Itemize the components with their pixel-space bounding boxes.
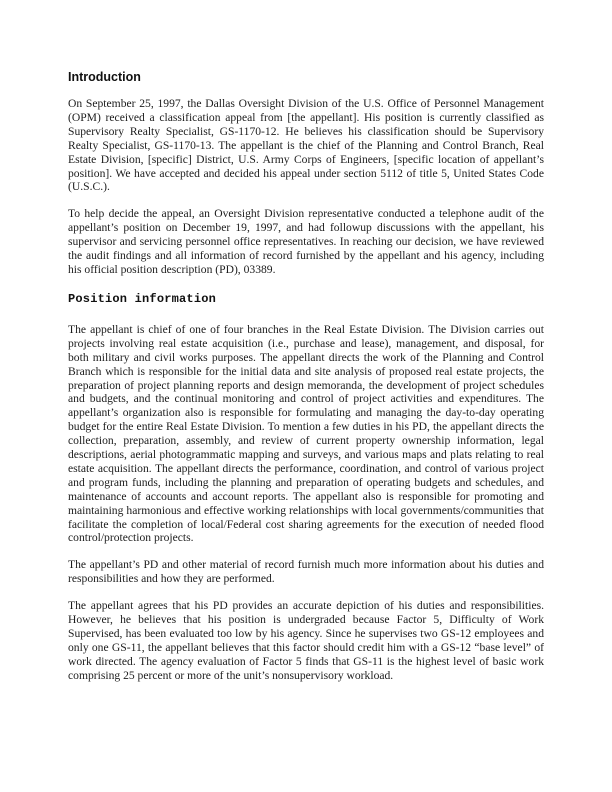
paragraph: To help decide the appeal, an Oversight Division representative conducted a telephone audit of the appellant’s position on December 19, 1997, and had followup discussions with the appellant, his supervisor and servicing personnel office representatives. In reaching our decision, we have reviewed the audit findings and all information of record furnished by the appellant and his agency, including his official position description (PD), 03389. [68, 207, 544, 276]
paragraph: The appellant’s PD and other material of record furnish much more information about his duties and responsibilities and how they are performed. [68, 558, 544, 586]
section-heading-introduction: Introduction [68, 70, 141, 84]
paragraph: The appellant agrees that his PD provides an accurate depiction of his duties and responsibilities. However, he believes that his position is undergraded because Factor 5, Difficulty of Work Supervised, has been evaluated too low by his agency. Since he supervises two GS-12 employees and only one GS-11, the appellant believes that this factor should credit him with a GS-12 “base level” of work directed. The agency evaluation of Factor 5 finds that GS-11 is the highest level of basic work comprising 25 percent or more of the unit’s nonsupervisory workload. [68, 599, 544, 682]
document-content [68, 70, 544, 683]
section-position-information [68, 292, 544, 683]
paragraph: On September 25, 1997, the Dallas Oversight Division of the U.S. Office of Personnel Management (OPM) received a classification appeal from [the appellant]. His position is currently classified as Supervisory Realty Specialist, GS-1170-12. He believes his classification should be Supervisory Realty Specialist, GS-1170-13. The appellant is the chief of the Planning and Control Branch, Real Estate Division, [specific] District, U.S. Army Corps of Engineers, [specific location of appellant’s position]. We have accepted and decided his appeal under section 5112 of title 5, United States Code (U.S.C.). [68, 97, 544, 194]
section-heading-position-information: Position information [68, 291, 217, 306]
paragraph: The appellant is chief of one of four branches in the Real Estate Division. The Division carries out projects involving real estate acquisition (i.e., purchase and lease), management, and disposal, for both military and civil works purposes. The appellant directs the work of the Planning and Control Branch which is responsible for the initial data and site analysis of proposed real estate projects, the preparation of project planning reports and design memoranda, the development of project schedules and budgets, and the continual monitoring and control of project activities and expenditures. The appellant’s organization also is responsible for formulating and managing the day-to-day operating budget for the entire Real Estate Division. To mention a few duties in his PD, the appellant directs the collection, preparation, assembly, and review of current property ownership information, legal descriptions, aerial photogrammatic mapping and surveys, and various maps and plats relating to real estate acquisition. The appellant directs the performance, coordination, and control of various project and program funds, including the planning and preparation of operating budgets and schedules, and maintenance of accounts and account reports. The appellant also is responsible for promoting and maintaining harmonious and effective working relationships with local governments/communities that facilitate the completion of local/Federal cost sharing agreements for the execution of needed flood control/protection projects. [68, 322, 544, 545]
section-introduction [68, 70, 544, 277]
